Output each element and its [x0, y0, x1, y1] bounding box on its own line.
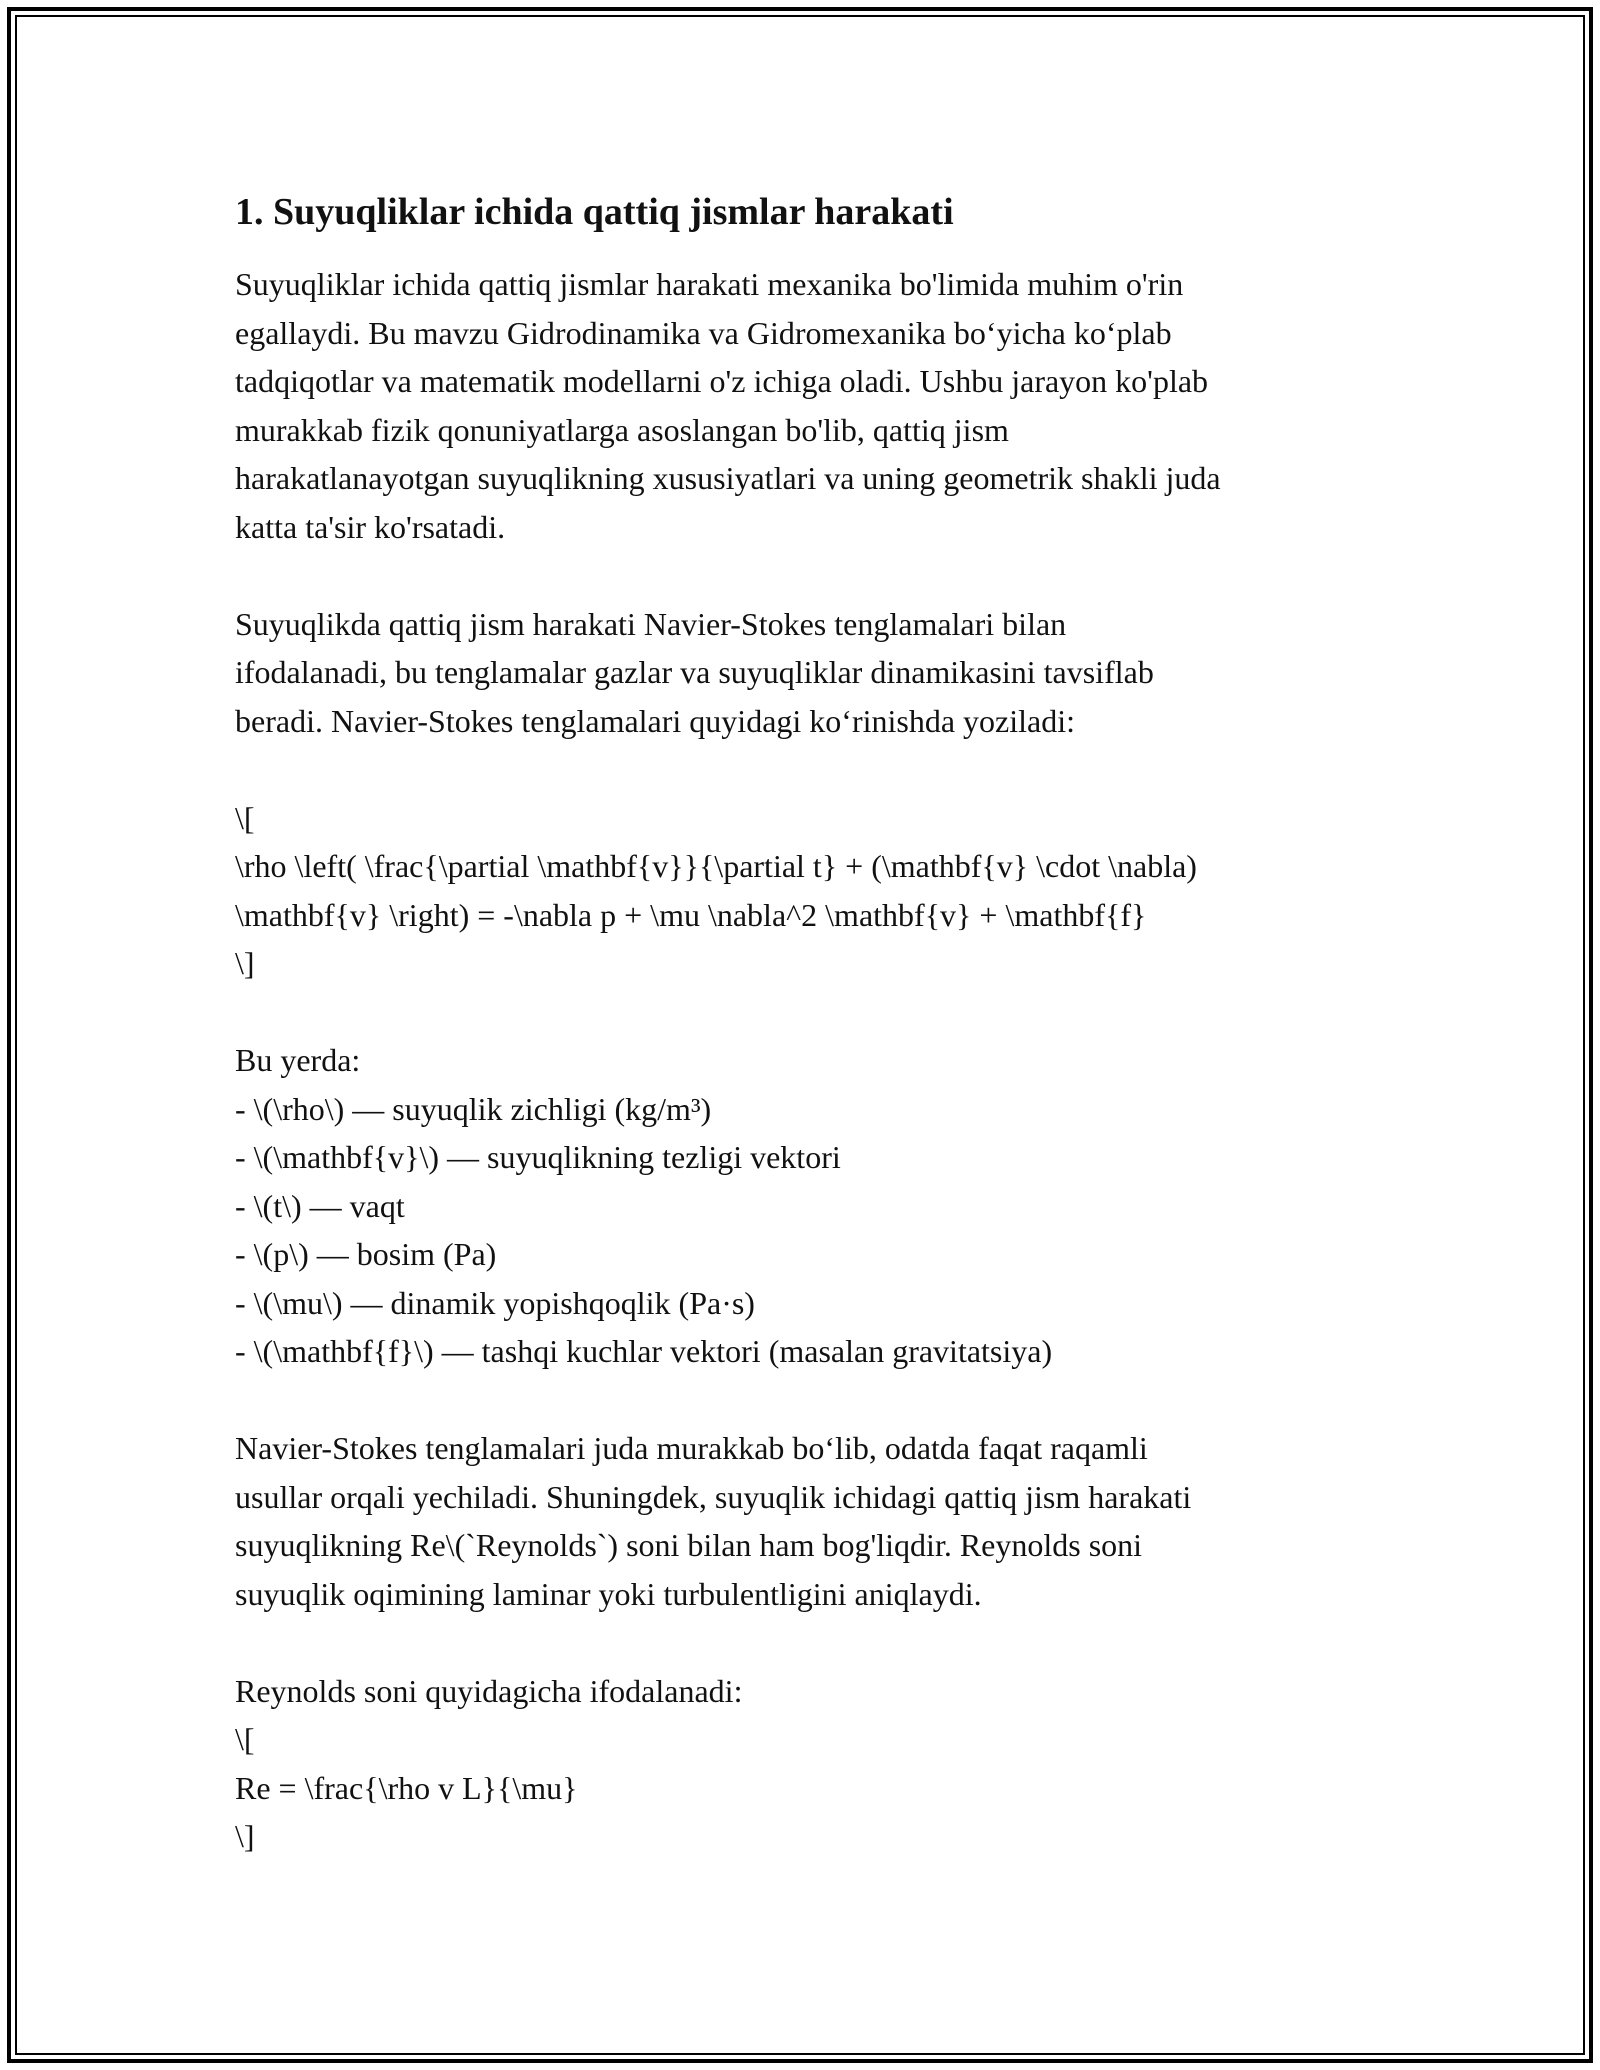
navier-stokes-paragraph: Suyuqlikda qattiq jism harakati Navier-Stokes tenglamalari bilan ifodalanadi, bu tenglamalar gazlar va suyuqliklar dinamikasini tavsiflab beradi. Navier-Stokes tenglamalari quyidagi ko‘rinishda yoziladi: [235, 605, 1154, 739]
definition-item: - \(\mathbf{v}\) — suyuqlikning tezligi vektori [235, 1139, 841, 1175]
reynolds-section [235, 1667, 1385, 1861]
equation-line: \rho \left( \frac{\partial \mathbf{v}}{\partial t} + (\mathbf{v} \cdot \nabla) [235, 848, 1197, 884]
reynolds-equation-line: \] [235, 1818, 255, 1854]
navier-stokes-equation [235, 794, 1385, 988]
definitions-label: Bu yerda: [235, 1042, 361, 1078]
paragraph-spacer [235, 1376, 1385, 1425]
definition-item: - \(\rho\) — suyuqlik zichligi (kg/m³) [235, 1090, 712, 1127]
variable-definitions [235, 1036, 1385, 1376]
paragraph-spacer [235, 988, 1385, 1037]
paragraph-spacer [235, 745, 1385, 794]
equation-line: \] [235, 945, 255, 981]
definition-item: - \(\mathbf{f}\) — tashqi kuchlar vektori (masalan gravitatsiya) [235, 1333, 1053, 1369]
definition-item: - \(t\) — vaqt [235, 1187, 405, 1224]
paragraph-spacer [235, 551, 1385, 600]
reynolds-label: Reynolds soni quyidagicha ifodalanadi: [235, 1672, 743, 1709]
document-body [235, 186, 1385, 1861]
equation-line: \[ [235, 799, 255, 836]
equation-line: \mathbf{v} \right) = -\nabla p + \mu \nabla^2 \mathbf{v} + \mathbf{f} [235, 896, 1147, 933]
reynolds-equation-line: \[ [235, 1721, 255, 1757]
solution-paragraph: Navier-Stokes tenglamalari juda murakkab bo‘lib, odatda faqat raqamli usullar orqali yechiladi. Shuningdek, suyuqlik ichidagi qattiq jism harakati suyuqlikning Re\(`Reynolds`) soni bilan ham bog'liqdir. Reynolds soni suyuqlik oqimining laminar yoki turbulentligini aniqlaydi. [235, 1430, 1192, 1612]
definition-item: - \(p\) — bosim (Pa) [235, 1236, 497, 1272]
reynolds-equation-line: Re = \frac{\rho v L}{\mu} [235, 1769, 578, 1806]
section-title: 1. Suyuqliklar ichida qattiq jismlar harakati [235, 191, 954, 233]
paragraph-spacer [235, 1618, 1385, 1667]
intro-paragraph: Suyuqliklar ichida qattiq jismlar harakati mexanika bo'limida muhim o'rin egallaydi. Bu mavzu Gidrodinamika va Gidromexanika bo‘yicha ko‘plab tadqiqotlar va matematik modellarni o'z ichiga oladi. Ushbu jarayon ko'plab murakkab fizik qonuniyatlarga asoslangan bo'lib, qattiq jism harakatlanayotgan suyuqlikning xususiyatlari va uning geometrik shakli juda katta ta'sir ko'rsatadi. [235, 266, 1221, 545]
definition-item: - \(\mu\) — dinamik yopishqoqlik (Pa·s) [235, 1284, 755, 1321]
